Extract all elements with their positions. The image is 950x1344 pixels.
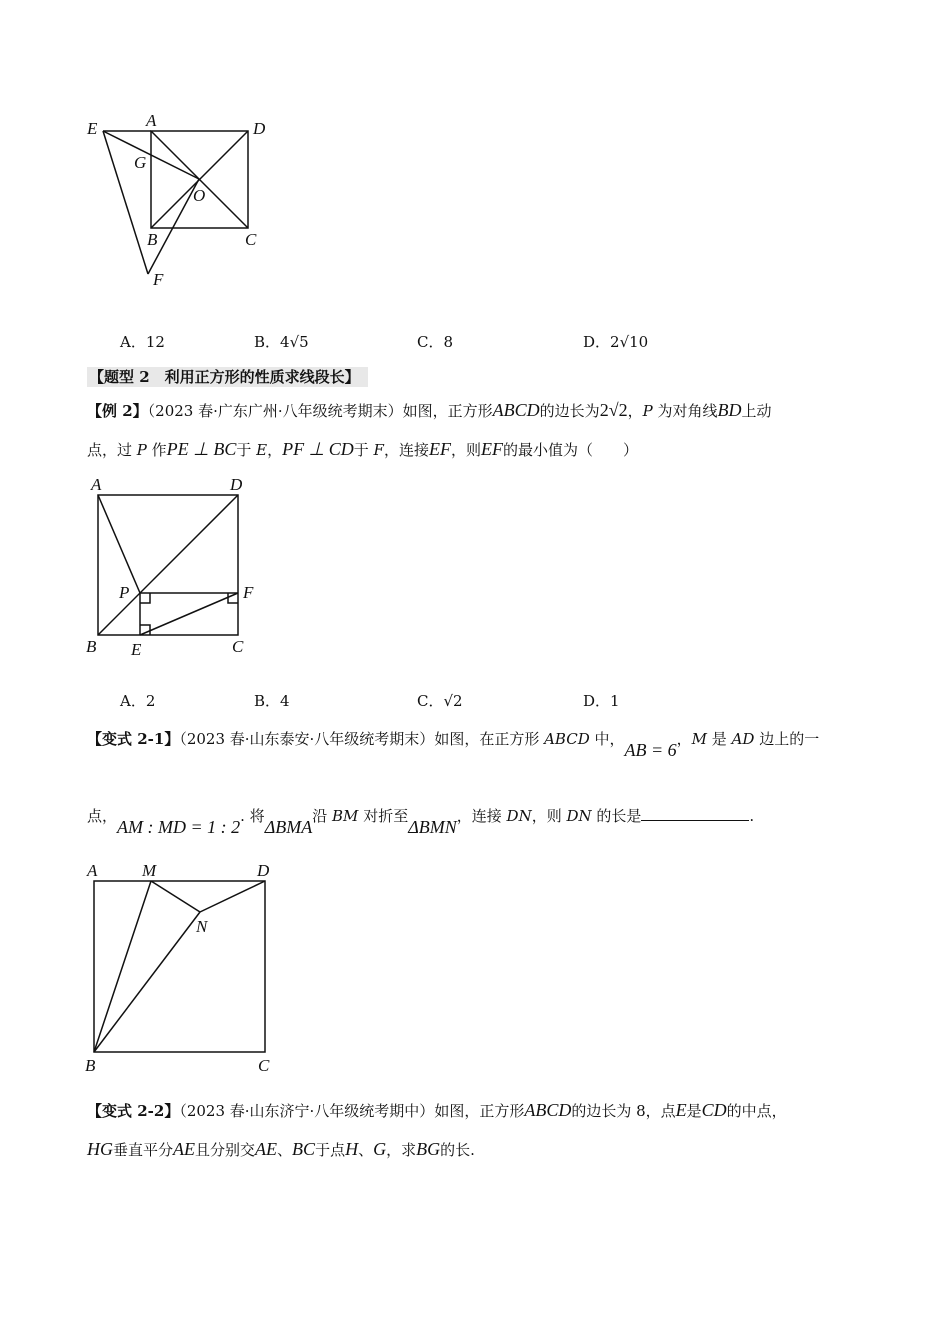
right-angle-mark-e: [140, 625, 150, 635]
label-D: D: [257, 861, 270, 880]
example-2-line-2: 点，过 P 作PE ⊥ BC于 E，PF ⊥ CD于 F，连接EF，则EF的最小值为（ ）: [87, 439, 639, 459]
segment-fo: [148, 179, 199, 274]
label-C: C: [232, 637, 244, 656]
q1-option-c: C．8: [417, 333, 454, 351]
label-E: E: [131, 640, 142, 659]
label-B: B: [147, 230, 158, 249]
label-B: B: [86, 637, 97, 656]
square-abcd: [94, 881, 265, 1052]
label-D: D: [253, 119, 266, 138]
segment-nd: [200, 881, 265, 912]
segment-ap: [98, 495, 140, 593]
label-D: D: [230, 475, 243, 494]
segment-bn: [94, 912, 200, 1052]
q1-option-d: D．2√10: [583, 333, 649, 351]
label-B: B: [85, 1056, 96, 1075]
label-A: A: [91, 475, 102, 494]
label-O: O: [193, 186, 206, 205]
answer-blank[interactable]: [641, 806, 749, 821]
label-C: C: [258, 1056, 270, 1075]
section-heading: 【题型 2 利用正方形的性质求线段长】: [87, 366, 368, 387]
q1-option-a: A．12: [120, 333, 165, 351]
diagonal-ac: [151, 131, 248, 228]
label-G: G: [134, 153, 147, 172]
segment-ef: [140, 593, 238, 635]
segment-eo: [103, 131, 199, 179]
segment-ef: [103, 131, 148, 274]
variant-2-1-line-2: 点，AM : MD = 1 : 2. 将ΔBMA沿 BM 对折至ΔBMN，连接 DN，则 DN 的长是 .: [87, 807, 755, 837]
q2-option-b: B．4: [254, 692, 290, 710]
label-A: A: [146, 111, 157, 130]
label-F: F: [243, 583, 254, 602]
q2-option-a: A．2: [120, 692, 156, 710]
label-C: C: [245, 230, 257, 249]
label-P: P: [119, 583, 130, 602]
label-E: E: [87, 119, 98, 138]
square-abcd: [151, 131, 248, 228]
right-angle-mark-p: [140, 593, 150, 603]
label-M: M: [142, 861, 157, 880]
variant-2-1-line-1: 【变式 2-1】（2023 春·山东泰安·八年级统考期末）如图，在正方形 ABCD 中，AB = 6，M 是 AD 边上的一: [87, 730, 820, 760]
diagonal-bd: [98, 495, 238, 635]
variant-2-2-line-2: HG垂直平分AE且分别交AE、BC于点H、G，求BG的长.: [87, 1139, 475, 1159]
right-angle-mark-f: [228, 593, 238, 603]
segment-mn: [151, 881, 200, 912]
q2-option-c: C．√2: [417, 692, 463, 710]
label-A: A: [87, 861, 98, 880]
q1-option-b: B．4√5: [254, 333, 309, 351]
variant-2-2-line-1: 【变式 2-2】（2023 春·山东济宁·八年级统考期中）如图，正方形ABCD的边长为 8，点E是CD的中点，: [87, 1100, 787, 1120]
q2-option-d: D．1: [583, 692, 620, 710]
example-2-line-1: 【例 2】（2023 春·广东广州·八年级统考期末）如图，正方形ABCD的边长为2√2，P 为对角线BD上动: [87, 400, 772, 420]
square-abcd: [98, 495, 238, 635]
segment-bm: [94, 881, 151, 1052]
label-F: F: [153, 270, 164, 289]
diagonal-bd: [151, 131, 248, 228]
label-N: N: [196, 917, 208, 936]
